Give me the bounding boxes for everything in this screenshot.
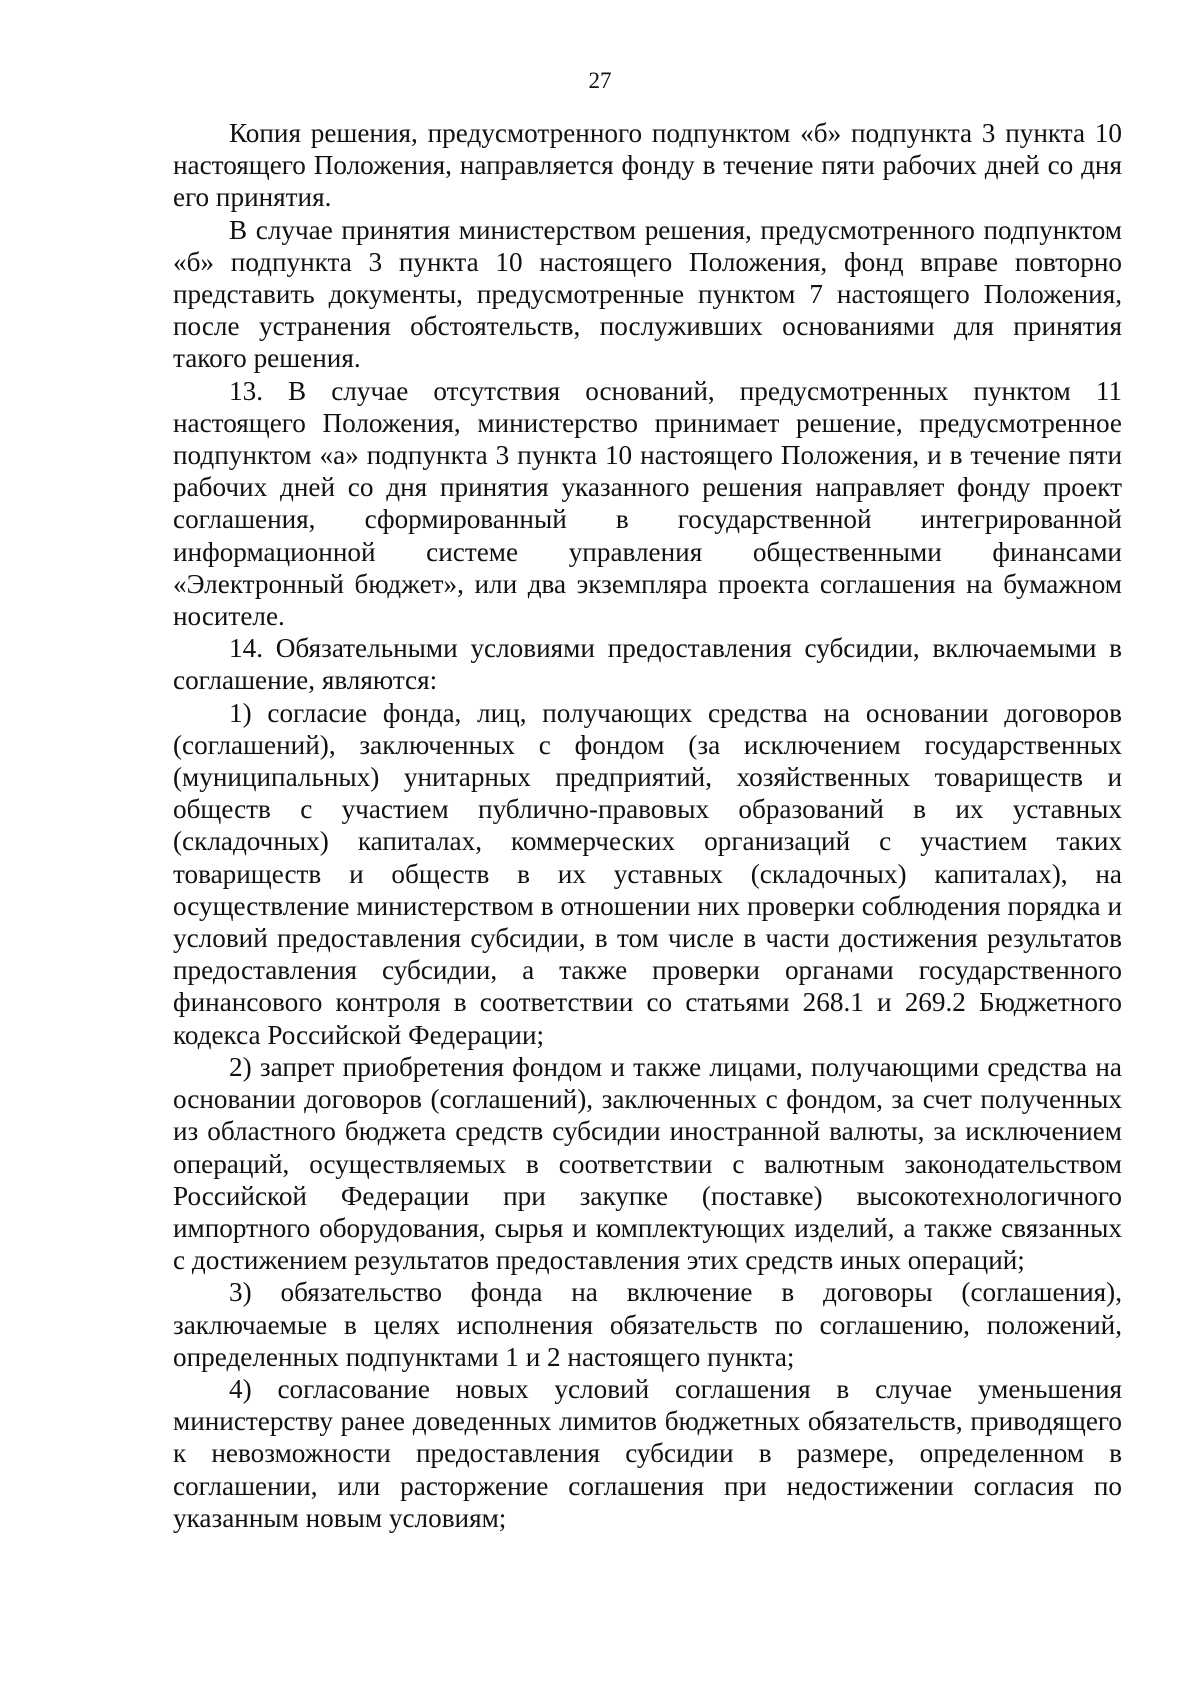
page-number: 27: [588, 68, 612, 93]
paragraph-decision-copy: Копия решения, предусмотренного подпунктом «б» подпункта 3 пункта 10 настоящего Положения, направляется фонду в течение пяти рабочих дней со дня его принятия.: [173, 118, 1122, 213]
document-body: [173, 117, 1122, 1534]
paragraph-condition-2: 2) запрет приобретения фондом и также лицами, получающими средства на основании договоров (соглашений), заключенных с фондом, за счет полученных из областного бюджета средств субсидии иностранной валюты, за исключением операций, осуществляемых в соответствии с валютным законодательством Российской Федерации при закупке (поставке) высокотехнологичного импортного оборудования, сырья и комплектующих изделий, а также связанных с достижением результатов предоставления этих средств иных операций;: [173, 1051, 1122, 1276]
paragraph-resubmission: В случае принятия министерством решения, предусмотренного подпунктом «б» подпункта 3 пункта 10 настоящего Положения, фонд вправе повторно представить документы, предусмотренные пунктом 7 настоящего Положения, после устранения обстоятельств, послуживших основаниями для принятия такого решения.: [173, 214, 1122, 374]
paragraph-item-14: 14. Обязательными условиями предоставления субсидии, включаемыми в соглашение, являются:: [173, 633, 1122, 696]
paragraph-item-13: 13. В случае отсутствия оснований, предусмотренных пунктом 11 настоящего Положения, министерство принимает решение, предусмотренное подпунктом «а» подпункта 3 пункта 10 настоящего Положения, и в течение пяти рабочих дней со дня принятия указанного решения направляет фонду проект соглашения, сформированный в государственной интегрированной информационной системе управления общественными финансами «Электронный бюджет», или два экземпляра проекта соглашения на бумажном носителе.: [173, 375, 1122, 632]
paragraph-condition-3: 3) обязательство фонда на включение в договоры (соглашения), заключаемые в целях исполнения обязательств по соглашению, положений, определенных подпунктами 1 и 2 настоящего пункта;: [173, 1277, 1122, 1372]
paragraph-condition-1: 1) согласие фонда, лиц, получающих средства на основании договоров (соглашений), заключенных с фондом (за исключением государственных (муниципальных) унитарных предприятий, хозяйственных товариществ и обществ с участием публично-правовых образований в их уставных (складочных) капиталах, коммерческих организаций с участием таких товариществ и обществ в их уставных (складочных) капиталах), на осуществление министерством в отношении них проверки соблюдения порядка и условий предоставления субсидии, в том числе в части достижения результатов предоставления субсидии, а также проверки органами государственного финансового контроля в соответствии со статьями 268.1 и 269.2 Бюджетного кодекса Российской Федерации;: [173, 697, 1122, 1050]
paragraph-condition-4: 4) согласование новых условий соглашения в случае уменьшения министерству ранее доведенных лимитов бюджетных обязательств, приводящего к невозможности предоставления субсидии в размере, определенном в соглашении, или расторжение соглашения при недостижении согласия по указанным новым условиям;: [173, 1373, 1122, 1533]
